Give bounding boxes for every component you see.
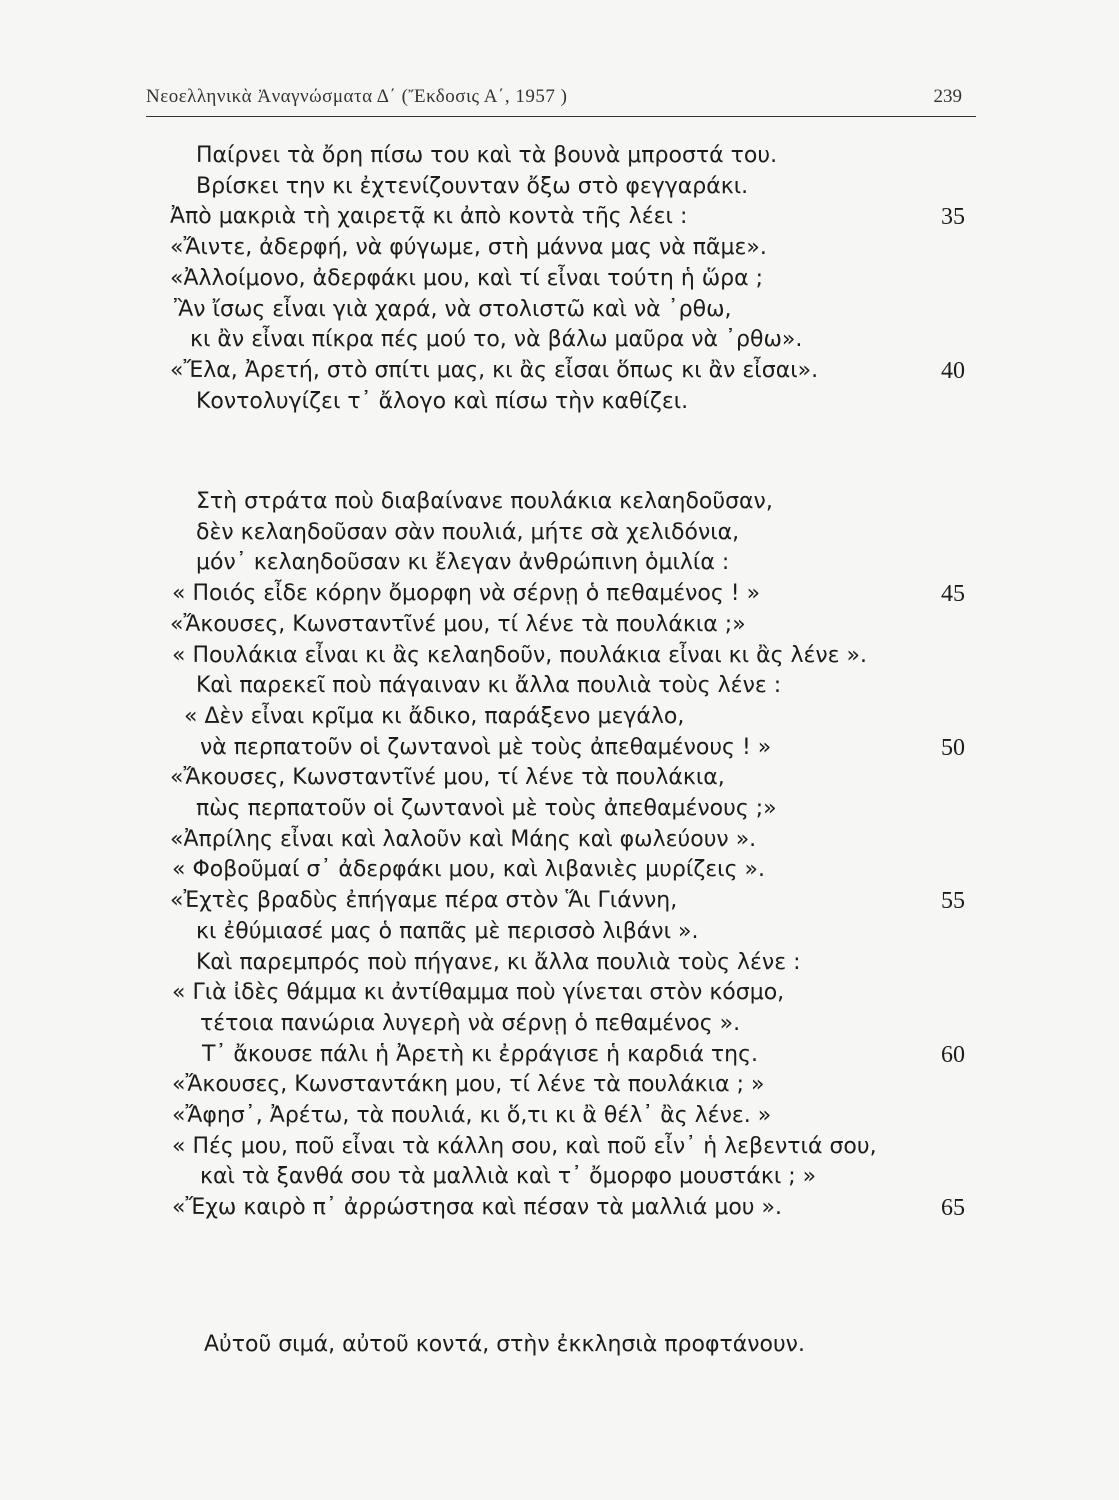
verse-line: « Ποιός εἶδε κόρην ὄμορφη νὰ σέρνῃ ὁ πεθαμένος ! » [172,581,761,607]
verse-line: Αὐτοῦ σιμά, αὐτοῦ κοντά, στὴν ἐκκλησιὰ προφτάνουν. [204,1332,805,1357]
verse-line: Παίρνει τὰ ὄρη πίσω του καὶ τὰ βουνὰ μπροστά του. [196,143,778,168]
verse-line: «Ἔλα, Ἀρετή, στὸ σπίτι μας, κι ἂς εἶσαι ὅπως κι ἂν εἶσαι». [170,357,819,383]
verse-line: κι ἐθύμιασέ μας ὁ παπᾶς μὲ περισσὸ λιβάνι ». [196,918,699,944]
line-number: 45 [941,581,965,608]
verse-line: « Φοβοῦμαί σ᾿ ἀδερφάκι μου, καὶ λιβανιὲς μυρίζεις ». [172,857,765,883]
verse-line: καὶ τὰ ξανθά σου τὰ μαλλιὰ καὶ τ᾿ ὄμορφο μουστάκι ; » [200,1164,817,1190]
verse-line: «Ἔχω καιρὸ π᾿ ἀρρώστησα καὶ πέσαν τὰ μαλλιά μου ». [172,1195,782,1221]
line-number: 55 [941,888,965,915]
verse-line: πὼς περπατοῦν οἱ ζωντανοὶ μὲ τοὺς ἀπεθαμένους ;» [196,796,777,821]
verse-line: μόν᾿ κελαηδοῦσαν κι ἔλεγαν ἀνθρώπινη ὁμιλία : [196,550,730,576]
line-number: 40 [941,357,965,384]
verse-line: Καὶ παρεμπρός ποὺ πήγανε, κι ἄλλα πουλιὰ τοὺς λένε : [196,949,801,975]
verse-line: Βρίσκει την κι ἐχτενίζουνταν ὄξω στὸ φεγγαράκι. [196,173,749,199]
verse-line: «Ἄκουσες, Κωνσταντῖνέ μου, τί λένε τὰ πουλάκια, [170,765,725,791]
verse-line: Ἂν ἴσως εἶναι γιὰ χαρά, νὰ στολιστῶ καὶ νὰ ᾿ρθω, [174,296,732,322]
verse-line: Καὶ παρεκεῖ ποὺ πάγαιναν κι ἄλλα πουλιὰ τοὺς λένε : [196,673,782,699]
verse-line: δὲν κελαηδοῦσαν σὰν πουλιά, μήτε σὰ χελιδόνια, [196,519,740,545]
page-number: 239 [933,86,962,107]
line-number: 50 [941,734,965,761]
verse-line: « Δὲν εἶναι κρῖμα κι ἄδικο, παράξενο μεγάλο, [184,703,685,729]
verse-line: «Ἀλλοίμονο, ἀδερφάκι μου, καὶ τί εἶναι τούτη ἡ ὥρα ; [170,265,764,291]
verse-line: Κοντολυγίζει τ᾿ ἄλογο καὶ πίσω τὴν καθίζει. [196,388,689,414]
line-number: 35 [941,204,965,231]
verse-line: «Ἄφησ᾿, Ἀρέτω, τὰ πουλιά, κι ὅ,τι κι ἂ θέλ᾿ ἂς λένε. » [172,1103,772,1128]
line-number: 60 [941,1041,965,1068]
line-number: 65 [941,1195,965,1222]
header-title: Νεοελληνικὰ Ἀναγνώσματα Δ΄ (Ἔκδοσις Α΄, 1957 ) [146,86,568,107]
verse-line: «Ἄκουσες, Κωνσταντάκη μου, τί λένε τὰ πουλάκια ; » [172,1072,765,1098]
verse-line: «Ἐχτὲς βραδὺς ἐπήγαμε πέρα στὸν Ἅι Γιάννη, [170,888,678,914]
verse-line: « Γιὰ ἰδὲς θάμμα κι ἀντίθαμμα ποὺ γίνεται στὸν κόσμο, [172,980,785,1006]
verse-line: τέτοια πανώρια λυγερὴ νὰ σέρνῃ ὁ πεθαμένος ». [200,1010,741,1036]
verse-line: «Ἄιντε, ἀδερφή, νὰ φύγωμε, στὴ μάννα μας νὰ πᾶμε». [170,235,767,261]
verse-line: κι ἂν εἶναι πίκρα πές μού το, νὰ βάλω μαῦρα νὰ ᾿ρθω». [190,327,803,353]
verse-line: «Ἄκουσες, Κωνσταντῖνέ μου, τί λένε τὰ πουλάκια ;» [170,611,746,637]
verse-line: « Πουλάκια εἶναι κι ἂς κελαηδοῦν, πουλάκια εἶναι κι ἂς λένε ». [172,642,868,668]
verse-line: νὰ περπατοῦν οἱ ζωντανοὶ μὲ τοὺς ἀπεθαμένους ! » [200,734,772,760]
running-header [146,76,976,117]
verse-line: Ἀπὸ μακριὰ τὴ χαιρετᾷ κι ἀπὸ κοντὰ τῆς λέει : [170,204,688,230]
verse-line: « Πές μου, ποῦ εἶναι τὰ κάλλη σου, καὶ ποῦ εἶν᾿ ἡ λεβεντιά σου, [172,1133,877,1159]
verse-line: «Ἀπρίλης εἶναι καὶ λαλοῦν καὶ Μάης καὶ φωλεύουν ». [170,826,757,852]
verse-line: Τ᾿ ἄκουσε πάλι ἡ Ἀρετὴ κι ἐρράγισε ἡ καρδιά της. [202,1041,759,1067]
verse-line: Στὴ στράτα ποὺ διαβαίνανε πουλάκια κελαηδοῦσαν, [196,489,773,514]
